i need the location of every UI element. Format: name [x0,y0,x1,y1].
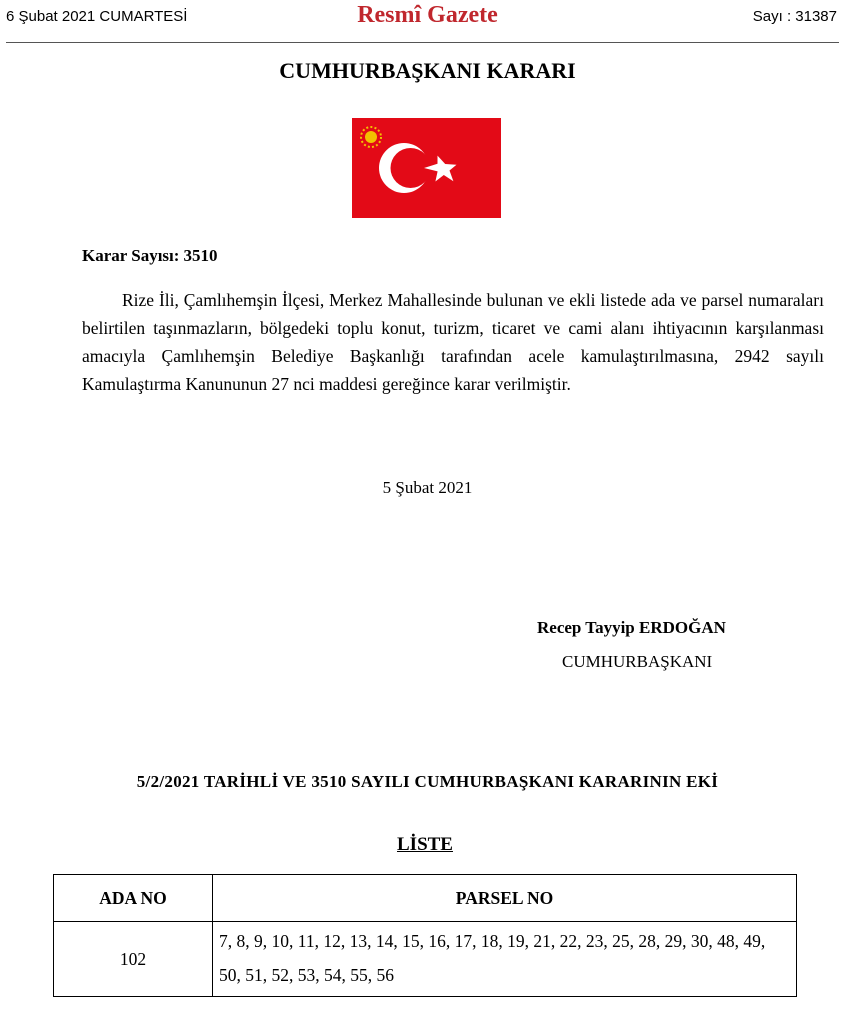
decision-text: Rize İli, Çamlıhemşin İlçesi, Merkez Mahallesinde bulunan ve ekli listede ada ve parsel numaraları belirtilen taşınmazların, bölgedeki toplu konut, turizm, ticaret ve cami alanı ihtiyacının karşılanması amacıyla Çamlıhemşin Belediye Başkanlığı tarafından acele kamulaştırılmasına, 2942 sayılı Kamulaştırma Kanununun 27 nci maddesi gereğince karar verilmiştir. [82,290,824,394]
gazette-name: Resmî Gazete [357,2,498,28]
gazette-date: 6 Şubat 2021 CUMARTESİ [6,8,188,25]
turkish-flag-icon [352,118,501,218]
header-divider [6,42,839,43]
parcel-table [53,874,797,997]
parsel-cell: 7, 8, 9, 10, 11, 12, 13, 14, 15, 16, 17, 18, 19, 21, 22, 23, 25, 28, 29, 30, 48, 49, 50, 51, 52, 53, 54, 55, 56 [213,922,797,997]
presidential-seal-icon [365,131,377,143]
decision-number-label: Karar Sayısı: [82,246,180,265]
decision-number-value: 3510 [183,246,218,265]
decision-date: 5 Şubat 2021 [382,478,473,497]
ada-cell: 102 [54,922,213,997]
column-header-parsel: PARSEL NO [213,875,797,922]
column-header-ada: ADA NO [54,875,213,922]
gazette-issue: Sayı : 31387 [752,8,837,25]
table-header-row [54,875,797,922]
decision-title: CUMHURBAŞKANI KARARI [279,58,576,83]
list-title: LİSTE [397,834,453,855]
annex-title: 5/2/2021 TARİHLİ VE 3510 SAYILI CUMHURBAŞKANI KARARININ EKİ [136,772,719,791]
table-row [54,922,797,997]
signer-name: Recep Tayyip ERDOĞAN [537,618,726,637]
signer-title: CUMHURBAŞKANI [562,652,713,671]
decision-number [82,246,217,266]
